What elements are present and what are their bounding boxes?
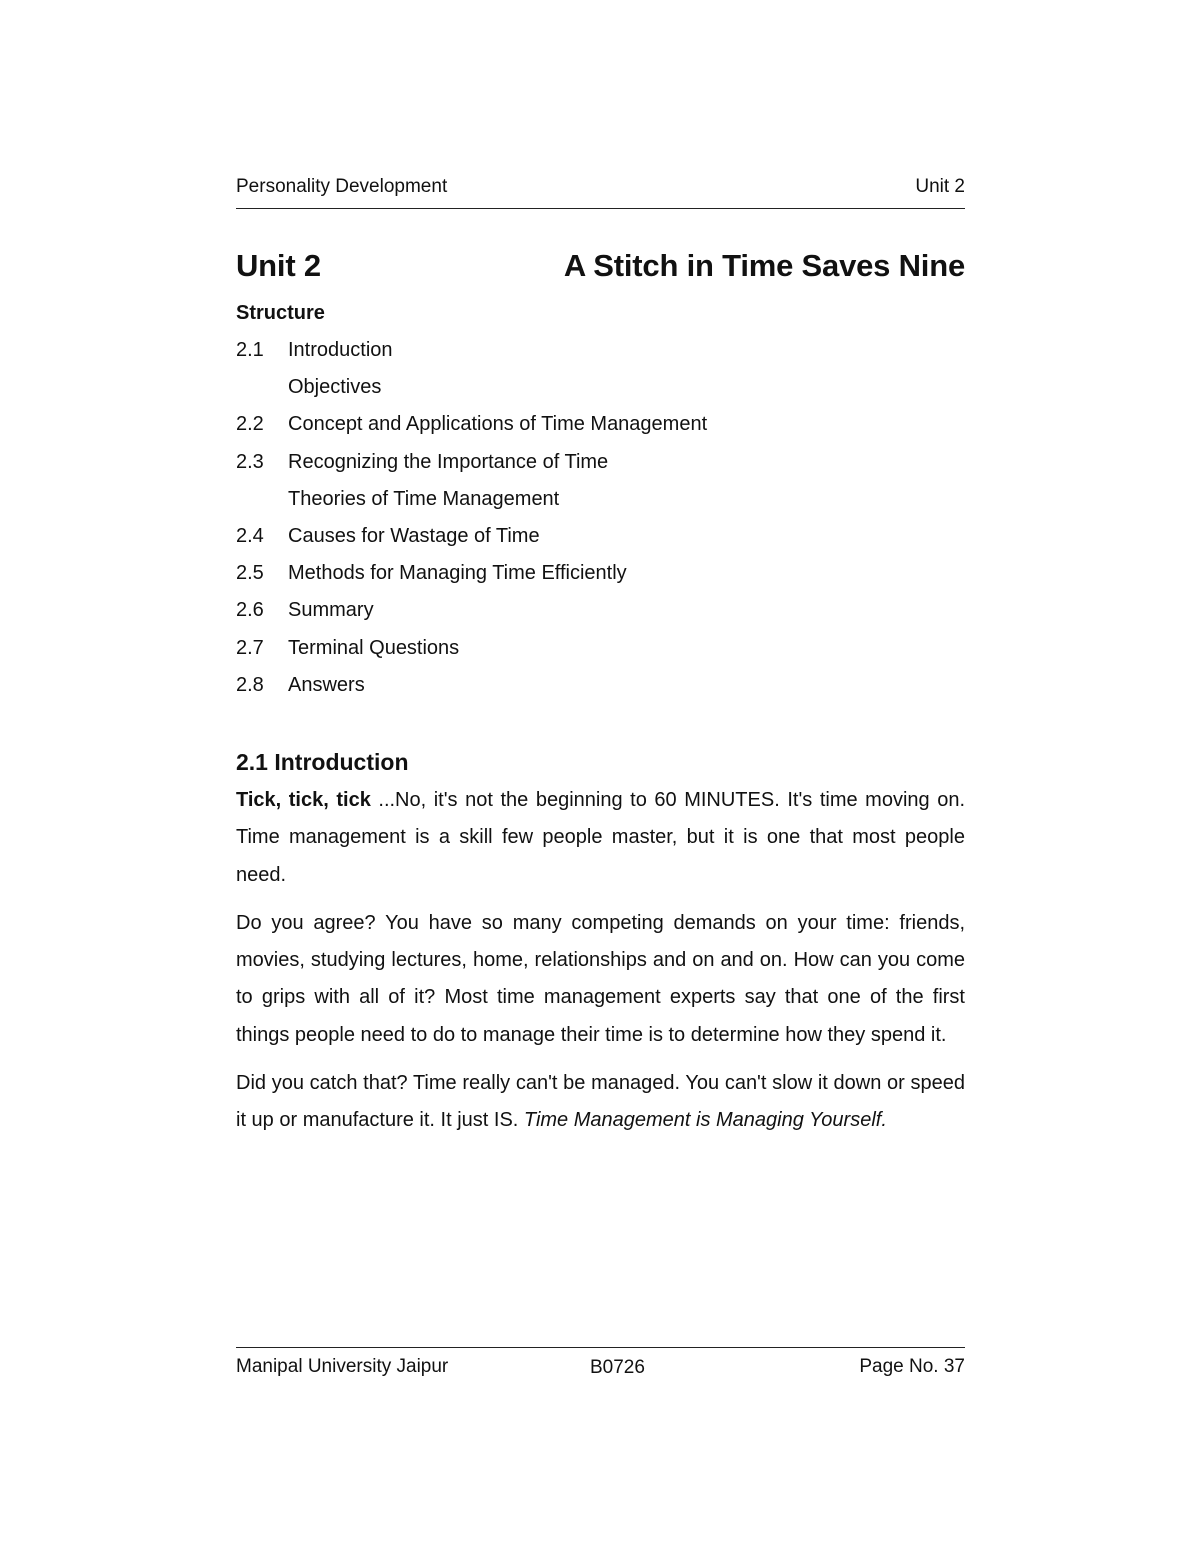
list-item — [236, 555, 965, 592]
section-body — [236, 782, 965, 1151]
item-label: Recognizing the Importance of Time — [288, 450, 609, 473]
item-number: 2.1 — [236, 339, 264, 362]
item-label: Answers — [288, 673, 365, 696]
list-item — [236, 518, 965, 555]
item-number: 2.7 — [236, 636, 264, 659]
list-item — [236, 481, 965, 518]
paragraph-text: Did you catch that? Time really can't be managed. You can't slow it down or speed it up or manufacture it. It just IS. — [236, 1072, 965, 1132]
item-number: 2.8 — [236, 673, 264, 696]
list-item — [236, 667, 965, 704]
header-course-title: Personality Development — [236, 176, 448, 197]
item-number: 2.5 — [236, 562, 264, 585]
item-number: 2.2 — [236, 413, 264, 436]
list-item — [236, 630, 965, 667]
item-label: Causes for Wastage of Time — [288, 525, 540, 548]
item-label: Objectives — [288, 376, 382, 399]
running-header — [236, 176, 965, 209]
list-item — [236, 444, 965, 481]
footer-university: Manipal University Jaipur — [236, 1356, 449, 1377]
item-label: Concept and Applications of Time Management — [288, 413, 708, 436]
unit-title-bar — [236, 248, 965, 284]
list-item — [236, 332, 965, 369]
lead-phrase: Tick, tick, tick — [236, 789, 371, 811]
unit-number: Unit 2 — [236, 248, 321, 283]
item-number: 2.4 — [236, 525, 264, 548]
list-item — [236, 592, 965, 629]
header-unit-label: Unit 2 — [915, 176, 965, 197]
item-label: Terminal Questions — [288, 636, 460, 659]
item-number: 2.6 — [236, 599, 264, 622]
list-item — [236, 369, 965, 406]
running-footer — [236, 1347, 965, 1378]
unit-title: A Stitch in Time Saves Nine — [563, 248, 965, 283]
paragraph: Do you agree? You have so many competing demands on your time: friends, movies, studying lectures, home, relationships and on and on. How can you come to grips with all of it? Most time management experts say that one of the first things people need to do to manage their time is to determine how they spend it. — [236, 911, 965, 1046]
emphasis-text: Time Management is Managing Yourself. — [523, 1109, 887, 1132]
footer-course-code: B0726 — [590, 1357, 645, 1378]
paragraph-text: ...No, it's not the beginning to 60 MINUTES. It's time moving on. Time management is a skill few people master, but it is one that most people need. — [236, 789, 965, 886]
paragraph — [236, 1065, 965, 1140]
list-item — [236, 406, 965, 443]
paragraph — [236, 782, 965, 894]
document-page — [236, 0, 965, 1553]
item-label: Summary — [288, 599, 374, 622]
item-label: Methods for Managing Time Efficiently — [288, 562, 627, 585]
item-label: Introduction — [288, 339, 393, 362]
structure-list — [236, 332, 965, 704]
item-number: 2.3 — [236, 450, 264, 473]
footer-page-number: Page No. 37 — [859, 1356, 965, 1377]
section-heading: 2.1 Introduction — [236, 749, 409, 775]
item-label: Theories of Time Management — [288, 487, 560, 510]
structure-heading: Structure — [236, 302, 325, 324]
